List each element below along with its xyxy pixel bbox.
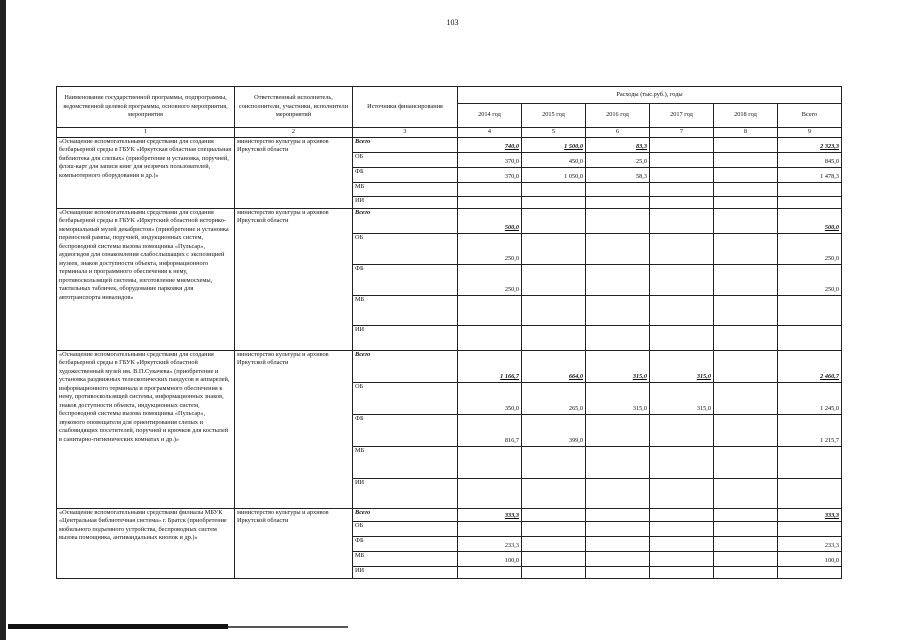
amount-cell	[586, 551, 650, 566]
amount-cell	[778, 325, 842, 350]
amount-cell	[458, 521, 522, 536]
amount-cell	[458, 295, 522, 325]
funding-source: Всего	[353, 350, 458, 382]
amount-cell	[714, 551, 778, 566]
activity-name: «Оснащение вспомогательными средствами для создания безбарьерной среды в ГБУК «Иркутский областной художественный музей им. В.П.Сукачева» (приобретение и установка раздвижных телескопических пандусов и аппарелей, информационного терминала и программного обеспечения к нему, противоскользящей системы, информационных знаков, знаков доступности объекта, индукционных систем, беспроводной системы вызова помощника «Пульсар», звукового оповещателя для ориентирования слепых и слабовидящих посетителей, поручней и крючков для костылей в санитарно-гигиенических комнатах и др.)»	[57, 350, 235, 508]
amount-cell	[650, 167, 714, 182]
amount-cell: 25,0	[586, 152, 650, 167]
amount-cell	[714, 208, 778, 233]
amount-cell: 1 245,0	[778, 382, 842, 414]
amount-cell	[586, 446, 650, 478]
amount-cell: 2 460,7	[778, 350, 842, 382]
funding-source: ОБ	[353, 233, 458, 264]
funding-source: Всего	[353, 208, 458, 233]
amount-cell: 100,0	[778, 551, 842, 566]
amount-cell: 333,3	[778, 508, 842, 521]
column-number: 2	[235, 128, 353, 138]
executor-name: министерство культуры и архивов Иркутской области	[235, 350, 353, 508]
activity-name: «Оснащение вспомогательными средствами филиалы МБУК «Центральная библиотечная система» г. Братск (приобретение мобильного подъемного устройства, беспроводных систем вызова помощника, антивандальных кнопок и др.)»	[57, 508, 235, 578]
header-name: Наименование государственной программы, подпрограммы, ведомственной целевой программы, основного мероприятия, мероприятия	[57, 87, 235, 128]
amount-cell	[522, 536, 586, 551]
funding-source: ФБ	[353, 264, 458, 295]
executor-name: министерство культуры и архивов Иркутской области	[235, 508, 353, 578]
amount-cell: 250,0	[778, 264, 842, 295]
amount-cell	[714, 137, 778, 152]
header-sources: Источники финансирования	[353, 87, 458, 128]
amount-cell	[778, 478, 842, 508]
executor-name: министерство культуры и архивов Иркутской области	[235, 137, 353, 208]
scan-edge	[0, 0, 6, 640]
amount-cell: 740,0	[458, 137, 522, 152]
amount-cell	[714, 295, 778, 325]
funding-source: ИИ	[353, 478, 458, 508]
amount-cell	[714, 521, 778, 536]
amount-cell	[458, 478, 522, 508]
table-row	[57, 508, 842, 521]
amount-cell	[522, 208, 586, 233]
funding-source: ФБ	[353, 536, 458, 551]
funding-source: МБ	[353, 551, 458, 566]
amount-cell: 1 050,0	[522, 167, 586, 182]
table-row	[57, 350, 842, 382]
amount-cell: 83,3	[586, 137, 650, 152]
amount-cell	[650, 536, 714, 551]
page-number: 103	[446, 18, 459, 27]
amount-cell	[778, 182, 842, 196]
amount-cell	[714, 167, 778, 182]
amount-cell	[458, 325, 522, 350]
amount-cell	[522, 295, 586, 325]
header-year: 2017 год	[650, 104, 714, 128]
amount-cell: 816,7	[458, 414, 522, 446]
funding-source: МБ	[353, 446, 458, 478]
amount-cell	[522, 264, 586, 295]
header-total: Всего	[778, 104, 842, 128]
header-year: 2016 год	[586, 104, 650, 128]
amount-cell	[522, 196, 586, 208]
amount-cell: 845,0	[778, 152, 842, 167]
amount-cell	[586, 414, 650, 446]
amount-cell: 1 500,0	[522, 137, 586, 152]
amount-cell	[650, 478, 714, 508]
amount-cell	[650, 233, 714, 264]
amount-cell: 265,0	[522, 382, 586, 414]
amount-cell	[586, 264, 650, 295]
amount-cell	[650, 446, 714, 478]
funding-source: ИИ	[353, 196, 458, 208]
amount-cell	[522, 478, 586, 508]
column-number: 8	[714, 128, 778, 138]
amount-cell: 100,0	[458, 551, 522, 566]
amount-cell	[458, 196, 522, 208]
column-number: 7	[650, 128, 714, 138]
amount-cell	[522, 233, 586, 264]
amount-cell	[714, 196, 778, 208]
funding-source: Всего	[353, 137, 458, 152]
funding-source: ИИ	[353, 566, 458, 578]
amount-cell: 58,3	[586, 167, 650, 182]
amount-cell: 500,0	[458, 208, 522, 233]
column-number: 6	[586, 128, 650, 138]
amount-cell	[714, 264, 778, 295]
column-number: 4	[458, 128, 522, 138]
funding-source: ОБ	[353, 382, 458, 414]
amount-cell	[586, 182, 650, 196]
amount-cell	[586, 521, 650, 536]
amount-cell: 333,3	[458, 508, 522, 521]
header-executor: Ответственный исполнитель, соисполнители, участники, исполнители мероприятий	[235, 87, 353, 128]
column-number: 1	[57, 128, 235, 138]
amount-cell	[778, 566, 842, 578]
amount-cell: 399,0	[522, 414, 586, 446]
header-year: 2018 год	[714, 104, 778, 128]
activity-name: «Оснащение вспомогательными средствами для создания безбарьерной среды в ГБУК «Иркутская областная специальная библиотека для слепых» (приобретение и установка, поручней, флэш-карт для записи книг для незрячих пользователей, компьютерного оборудования и др.)»	[57, 137, 235, 208]
amount-cell	[778, 521, 842, 536]
amount-cell: 250,0	[778, 233, 842, 264]
funding-source: ИИ	[353, 325, 458, 350]
amount-cell: 315,0	[586, 350, 650, 382]
amount-cell	[714, 325, 778, 350]
amount-cell	[522, 446, 586, 478]
amount-cell	[522, 182, 586, 196]
column-number: 9	[778, 128, 842, 138]
funding-source: Всего	[353, 508, 458, 521]
amount-cell	[586, 196, 650, 208]
amount-cell	[714, 478, 778, 508]
amount-cell	[714, 566, 778, 578]
funding-source: ОБ	[353, 521, 458, 536]
amount-cell: 315,0	[586, 382, 650, 414]
table-row	[57, 137, 842, 152]
amount-cell	[586, 208, 650, 233]
scan-bottom-edge	[8, 624, 228, 629]
amount-cell: 233,3	[458, 536, 522, 551]
amount-cell	[714, 350, 778, 382]
amount-cell	[714, 508, 778, 521]
budget-table	[56, 86, 842, 579]
amount-cell	[522, 551, 586, 566]
amount-cell	[714, 414, 778, 446]
amount-cell	[586, 478, 650, 508]
amount-cell: 350,0	[458, 382, 522, 414]
funding-source: ФБ	[353, 414, 458, 446]
amount-cell	[650, 414, 714, 446]
amount-cell	[714, 382, 778, 414]
amount-cell: 233,3	[778, 536, 842, 551]
amount-cell	[458, 566, 522, 578]
amount-cell: 250,0	[458, 233, 522, 264]
amount-cell	[586, 536, 650, 551]
amount-cell	[586, 566, 650, 578]
amount-cell	[458, 446, 522, 478]
amount-cell	[650, 325, 714, 350]
executor-name: министерство культуры и архивов Иркутской области	[235, 208, 353, 350]
column-number: 3	[353, 128, 458, 138]
amount-cell: 1 478,3	[778, 167, 842, 182]
amount-cell	[650, 508, 714, 521]
amount-cell	[650, 208, 714, 233]
header-year: 2015 год	[522, 104, 586, 128]
amount-cell	[586, 233, 650, 264]
funding-source: МБ	[353, 182, 458, 196]
amount-cell	[714, 182, 778, 196]
amount-cell	[650, 264, 714, 295]
amount-cell: 664,0	[522, 350, 586, 382]
amount-cell: 1 215,7	[778, 414, 842, 446]
amount-cell	[458, 182, 522, 196]
amount-cell: 1 166,7	[458, 350, 522, 382]
amount-cell: 500,0	[778, 208, 842, 233]
amount-cell	[650, 196, 714, 208]
amount-cell	[778, 196, 842, 208]
amount-cell	[778, 295, 842, 325]
amount-cell: 315,0	[650, 350, 714, 382]
amount-cell: 370,0	[458, 167, 522, 182]
amount-cell	[650, 137, 714, 152]
scan-bottom-edge-faint	[228, 626, 348, 628]
amount-cell	[714, 152, 778, 167]
amount-cell	[586, 295, 650, 325]
funding-source: ФБ	[353, 167, 458, 182]
activity-name: «Оснащение вспомогательными средствами для создания безбарьерной среды в ГБУК «Иркутский областной историко-мемориальный музей декабристов» (приобретение и установка переносной рампы, поручней, индукционных систем, беспроводной системы вызова помощника «Пульсар», аудиогидов для ознакомления слабослышащих с экспозицией музеев, знаков доступности объекта, информационного терминала и программного обеспечения к нему, противоскользящей системы, изготовление мнемосхемы, тактильных табличек, оборудование парковки для автотранспорта инвалидов»	[57, 208, 235, 350]
amount-cell: 370,0	[458, 152, 522, 167]
amount-cell	[650, 295, 714, 325]
amount-cell	[522, 325, 586, 350]
amount-cell: 450,0	[522, 152, 586, 167]
amount-cell: 250,0	[458, 264, 522, 295]
amount-cell: 315,0	[650, 382, 714, 414]
amount-cell	[586, 508, 650, 521]
funding-source: ОБ	[353, 152, 458, 167]
amount-cell	[714, 446, 778, 478]
amount-cell	[650, 152, 714, 167]
column-number: 5	[522, 128, 586, 138]
header-expenses: Расходы (тыс.руб.), годы	[458, 87, 842, 104]
amount-cell: 2 323,3	[778, 137, 842, 152]
amount-cell	[650, 566, 714, 578]
table-body	[57, 137, 842, 578]
amount-cell	[714, 536, 778, 551]
amount-cell	[650, 182, 714, 196]
amount-cell	[778, 446, 842, 478]
amount-cell	[714, 233, 778, 264]
amount-cell	[650, 551, 714, 566]
funding-source: МБ	[353, 295, 458, 325]
amount-cell	[522, 566, 586, 578]
amount-cell	[522, 508, 586, 521]
header-year: 2014 год	[458, 104, 522, 128]
amount-cell	[522, 521, 586, 536]
table-row	[57, 208, 842, 233]
amount-cell	[586, 325, 650, 350]
amount-cell	[650, 521, 714, 536]
